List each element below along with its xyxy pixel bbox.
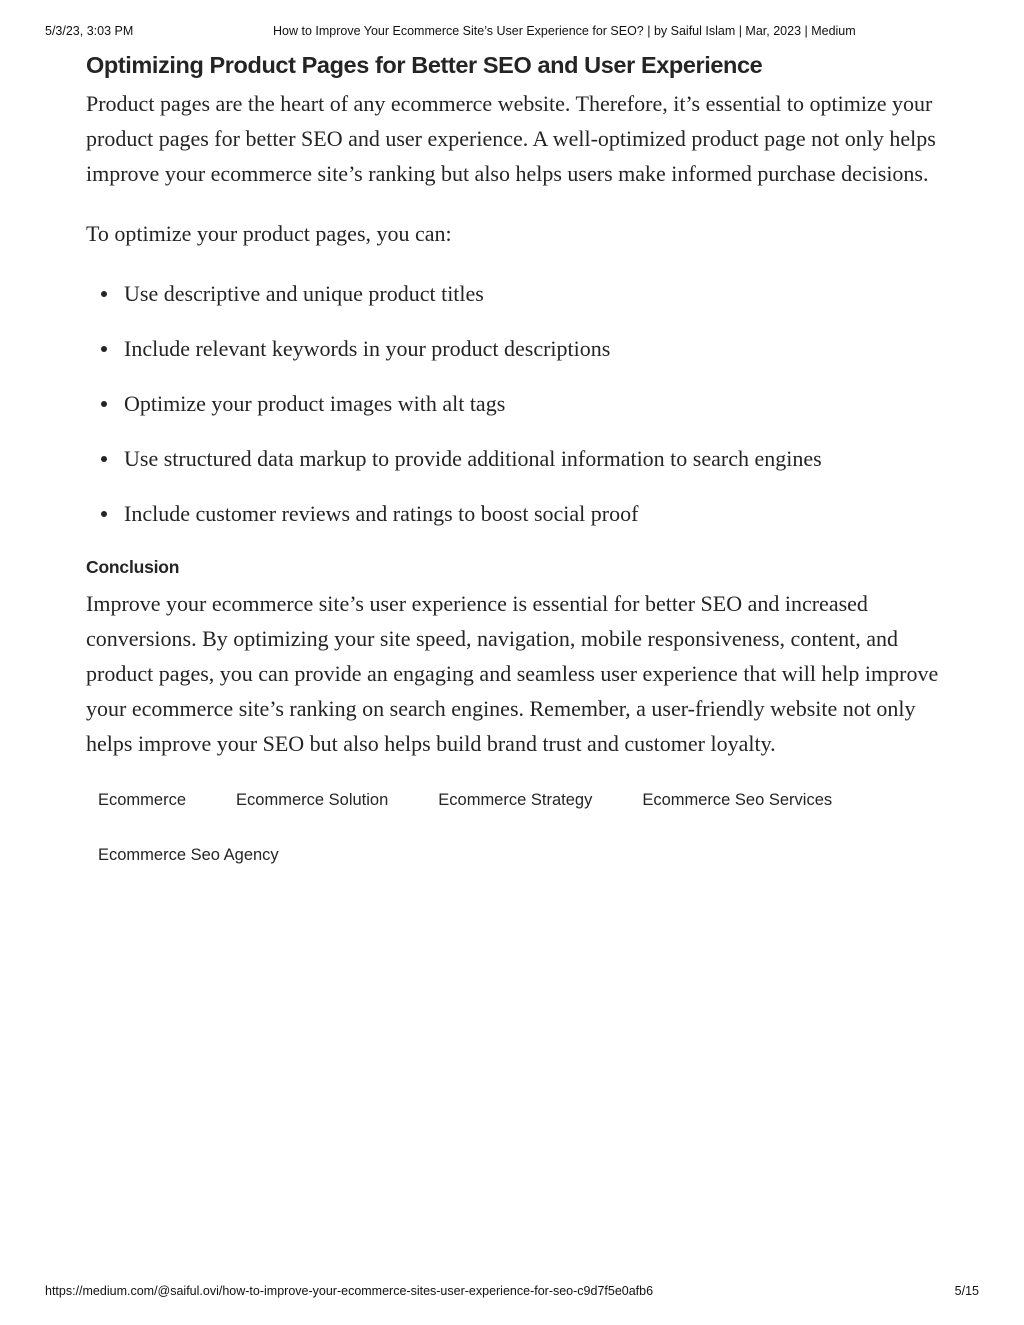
list-item [86,276,946,311]
tag-ecommerce-solution[interactable]: Ecommerce Solution [224,778,400,822]
list-item-text: Optimize your product images with alt tags [124,391,506,416]
tag-ecommerce-seo-agency[interactable]: Ecommerce Seo Agency [86,833,291,877]
section-heading-product-pages: Optimizing Product Pages for Better SEO and User Experience [86,52,763,78]
list-item-text: Use descriptive and unique product titles [124,281,484,306]
tag-list [86,778,946,888]
list-item [86,386,946,421]
conclusion-paragraph: Improve your ecommerce site’s user experience is essential for better SEO and increased conversions. By optimizing your site speed, navigation, mobile responsiveness, content, and product pages, you can provide an engaging and seamless user experience that will help improve your ecommerce site’s ranking on search engines. Remember, a user-friendly website not only helps improve your SEO but also helps build brand trust and customer loyalty. [86,591,939,756]
list-item [86,441,946,476]
print-document-title: How to Improve Your Ecommerce Site’s User Experience for SEO? | by Saiful Islam | Mar, 2023 | Medium [273,24,856,38]
list-item [86,331,946,366]
intro-paragraph: Product pages are the heart of any ecommerce website. Therefore, it’s essential to optimize your product pages for better SEO and user experience. A well-optimized product page not only helps improve your ecommerce site’s ranking but also helps users make informed purchase decisions. [86,91,936,186]
bullet-icon [101,401,107,407]
bullet-icon [101,346,107,352]
tag-ecommerce-seo-services[interactable]: Ecommerce Seo Services [630,778,844,822]
list-item-text: Use structured data markup to provide additional information to search engines [124,446,822,471]
bullet-icon [101,291,107,297]
page-url: https://medium.com/@saiful.ovi/how-to-improve-your-ecommerce-sites-user-experience-for-seo-c9d7f5e0afb6 [45,1284,654,1298]
article-body [86,50,946,888]
optimization-list [86,276,946,531]
bullet-icon [101,511,107,517]
print-date: 5/3/23, 3:03 PM [45,24,134,38]
bullet-icon [101,456,107,462]
conclusion-heading: Conclusion [86,557,180,577]
list-item-text: Include customer reviews and ratings to boost social proof [124,501,639,526]
print-header [45,24,979,40]
tag-ecommerce[interactable]: Ecommerce [86,778,198,822]
print-footer [45,1284,979,1300]
page-number: 5/15 [954,1284,979,1298]
list-intro-paragraph: To optimize your product pages, you can: [86,221,452,246]
list-item [86,496,946,531]
tag-ecommerce-strategy[interactable]: Ecommerce Strategy [426,778,604,822]
list-item-text: Include relevant keywords in your product descriptions [124,336,611,361]
